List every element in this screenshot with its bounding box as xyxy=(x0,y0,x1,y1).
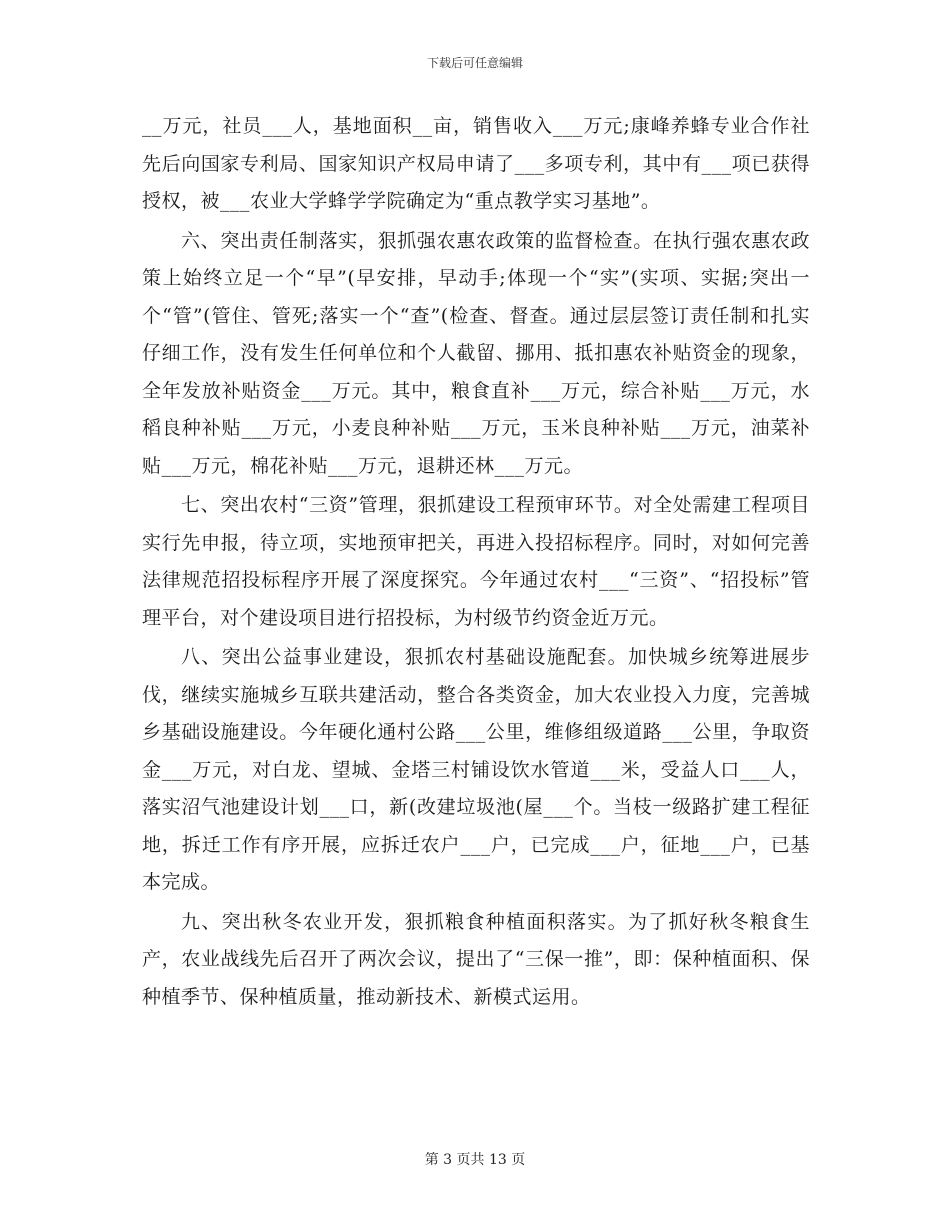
paragraph-1: __万元，社员___人，基地面积__亩，销售收入___万元;康峰养蜂专业合作社先后向国家专利局、国家知识产权局申请了___多项专利，其中有___项已获得授权，被___农业大学蜂学学院确定为“重点教学实习基地”。 xyxy=(142,115,810,212)
paragraph-3: 七、突出农村“三资”管理，狠抓建设工程预审环节。对全处需建工程项目实行先申报，待立项，实地预审把关，再进入投招标程序。同时，对如何完善法律规范招投标程序开展了深度探究。今年通过农村___“三资”、“招投标”管理平台，对个建设项目进行招投标，为村级节约资金近万元。 xyxy=(142,494,810,629)
paragraph-2: 六、突出责任制落实，狠抓强农惠农政策的监督检查。在执行强农惠农政策上始终立足一个“早”(早安排，早动手;体现一个“实”(实项、实据;突出一个“管”(管住、管死;落实一个“查”(检查、督查。通过层层签订责任制和扎实仔细工作，没有发生任何单位和个人截留、挪用、抵扣惠农补贴资金的现象，全年发放补贴资金___万元。其中，粮食直补___万元，综合补贴___万元，水稻良种补贴___万元，小麦良种补贴___万元，玉米良种补贴___万元，油菜补贴___万元，棉花补贴___万元，退耕还林___万元。 xyxy=(142,229,810,477)
document-body xyxy=(142,108,810,1018)
paragraph-5: 九、突出秋冬农业开发，狠抓粮食种植面积落实。为了抓好秋冬粮食生产，农业战线先后召开了两次会议，提出了“三保一推”，即：保种植面积、保种植季节、保种植质量，推动新技术、新模式运用。 xyxy=(142,910,810,1008)
page-number-footer: 第 3 页共 13 页 xyxy=(424,1152,526,1168)
page-header: 下载后可任意编辑 xyxy=(426,56,523,70)
paragraph-4: 八、突出公益事业建设，狠抓农村基础设施配套。加快城乡统筹进展步伐，继续实施城乡互联共建活动，整合各类资金，加大农业投入力度，完善城乡基础设施建设。今年硬化通村公路___公里，维修组级道路___公里，争取资金___万元，对白龙、望城、金塔三村铺设饮水管道___米，受益人口___人，落实沼气池建设计划___口，新(改建垃圾池(屋___个。当枝一级路扩建工程征地，拆迁工作有序开展，应拆迁农户___户，已完成___户，征地___户，已基本完成。 xyxy=(142,646,810,893)
